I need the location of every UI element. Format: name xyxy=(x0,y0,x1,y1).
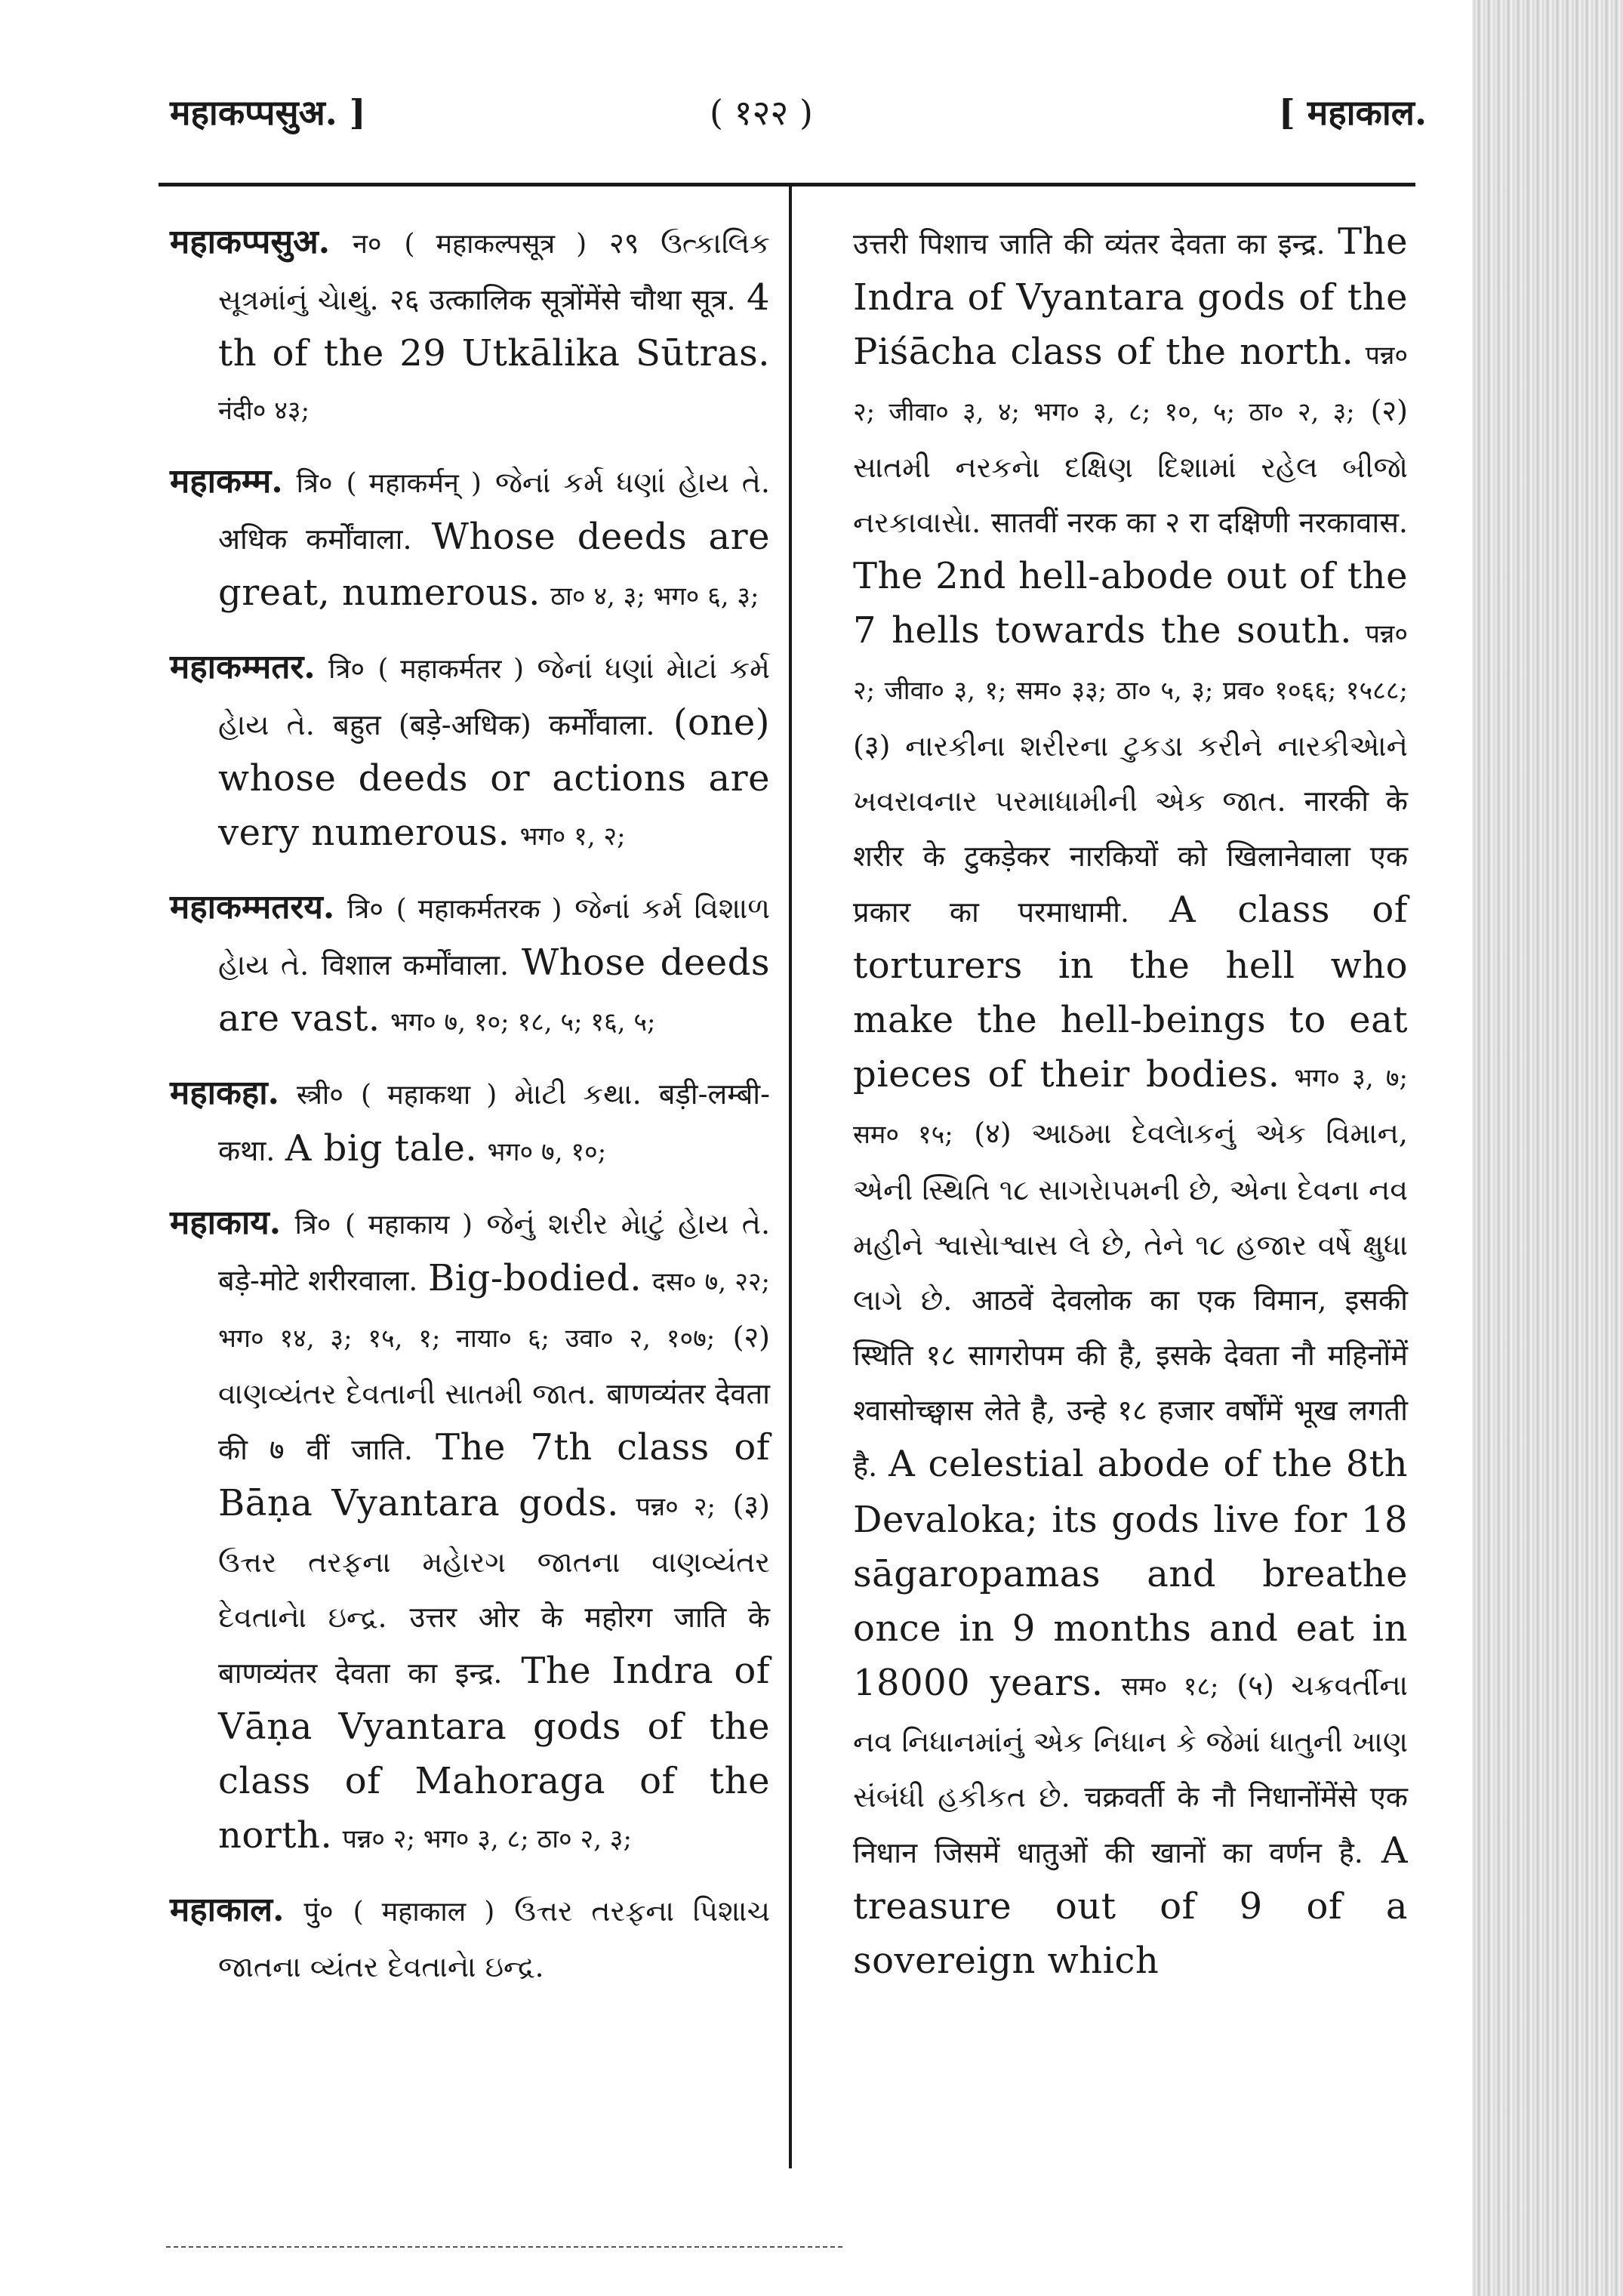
references-3: पन्न० २; भग० ३, ८; ठा० २, ३; xyxy=(342,1824,632,1854)
gujarati-meaning: જેનું શરીર મેાટું હેાય તે. xyxy=(486,1207,771,1240)
right-column xyxy=(853,215,1408,1989)
gujarati-meaning-5: (५) ચક્રવર્તીના નવ નિધાનમાંનું એક નિધાન કે જેમાં ધાતુની ખાણ સંબંધી હકીકત છે. xyxy=(853,1669,1409,1814)
hindi-meaning: विशाल कर्मोंवाला. xyxy=(321,948,510,982)
sanskrit-equivalent: ( महाकाय ) xyxy=(345,1210,473,1240)
sanskrit-equivalent: ( महाकथा ) xyxy=(361,1080,497,1111)
sanskrit-equivalent: ( महाकर्मतरक ) xyxy=(396,894,562,925)
header-last-word: [ महाकाल. xyxy=(1278,92,1427,133)
gujarati-meaning-4: (४) આઠમા દેવલેાકનું એક વિમાન, એની સ્થિતિ ૧૮ સાગરેાપમની છે, એના દેવના નવ મહીને શ્વાસેાશ્વાસ લે છે, તેને ૧૮ હજાર વર્ષે ક્ષુધા લાગે છે. xyxy=(853,1117,1408,1317)
header-first-word: महाकप्पसुअ. ] xyxy=(170,92,366,133)
sanskrit-equivalent: ( महाकर्मतर ) xyxy=(377,654,525,685)
sanskrit-equivalent: ( महाकाल ) xyxy=(353,1897,495,1928)
references-3: भग० ३, ७; सम० १५; xyxy=(853,1063,1409,1150)
part-of-speech: त्रि० xyxy=(328,654,365,685)
english-meaning: Whose deeds are vast. xyxy=(218,942,770,1040)
references: नंदी० ४३; xyxy=(218,396,310,426)
hindi-meaning: २६ उत्कालिक सूत्रोंमेंसे चौथा सूत्र. xyxy=(390,283,736,316)
hindi-meaning: उत्तरी पिशाच जाति की व्यंतर देवता का इन्द्र. xyxy=(853,227,1326,260)
part-of-speech: त्रि० xyxy=(347,894,383,925)
left-column xyxy=(170,215,770,2011)
english-meaning-2: The 2nd hell-abode out of the 7 hells towards the south. xyxy=(853,555,1408,652)
dictionary-entry xyxy=(170,880,770,1049)
references-2: पन्न० २; जीवा० ३, १; सम० ३३; ठा० ५, ३; प्रव० १०६६; १५८८; xyxy=(853,619,1408,706)
dictionary-entry xyxy=(170,1066,770,1179)
sanskrit-equivalent: ( महाकर्मन् ) xyxy=(346,468,482,499)
hindi-meaning: बहुत (बड़े-अधिक) कर्मोंवाला. xyxy=(333,708,655,741)
gujarati-meaning-3: (३) નારકીના શરીરના ટુકડા કરીને નારકીએાને ખવરાવનાર પરમાધામીની એક જાત. xyxy=(853,729,1408,818)
references: दस० ७, २२; भग० १४, ३; १५, १; नाया० ६; उवा० २, १०७; xyxy=(218,1267,771,1354)
gujarati-meaning-2: (२) સાતમી નરકનેા દક્ષિણ દિશામાં રહેલ બીજો નરકાવાસેા. xyxy=(853,394,1408,539)
gujarati-meaning: જેનાં ધણાં મેાટાં કર્મ હેાય તે. xyxy=(218,652,771,741)
english-meaning: Whose deeds are great, numerous. xyxy=(218,516,770,614)
part-of-speech: त्रि० xyxy=(296,468,333,499)
hindi-meaning-3: उत्तर ओर के महोरग जाति के बाणव्यंतर देवता का इन्द्र. xyxy=(218,1601,770,1690)
hindi-meaning-3: नारकी के शरीर के टुकड़ेकर नारकियों को खिलानेवाला एक प्रकार का परमाधामी. xyxy=(853,784,1408,929)
gujarati-meaning-2: (२) વાણવ્યંતર દેવતાની સાતમી જાત. xyxy=(218,1321,770,1410)
footer-rule xyxy=(166,2246,845,2248)
dictionary-entry xyxy=(170,215,770,438)
part-of-speech: स्त्री० xyxy=(297,1080,343,1111)
english-meaning-5: A treasure out of 9 of a sovereign which xyxy=(853,1829,1408,1982)
gujarati-meaning: જેનાં કર્મ વિશાળ હેાય તે. xyxy=(218,892,770,982)
hindi-meaning-2: सातवीं नरक का २ रा दक्षिणी नरकावास. xyxy=(991,506,1408,539)
gujarati-meaning: २९ ઉત્કાલિક સૂત્રમાંનું ચેાથું. xyxy=(218,227,770,316)
gujarati-meaning-3: (३) ઉત્તર તરફના મહેારગ જાતના વાણવ્યંતર દેવતાનેા ઇન્દ્ર. xyxy=(218,1489,770,1634)
column-divider xyxy=(789,183,792,2168)
references: भग० १, २; xyxy=(519,821,626,852)
english-meaning: 4 th of the 29 Utkālika Sūtras. xyxy=(218,276,770,374)
headword: महाकहा. xyxy=(170,1074,279,1112)
references: ठा० ४, ३; भग० ६, ३; xyxy=(550,581,759,612)
page-number: ( १२२ ) xyxy=(710,92,813,133)
headword: महाकप्पसुअ. xyxy=(170,223,331,261)
gujarati-meaning: ઉત્તર તરફના પિશાચ જાતના વ્યંતર દેવતાનેા ઇન્દ્ર. xyxy=(218,1894,771,1983)
part-of-speech: न० xyxy=(352,229,382,260)
gujarati-meaning: જેનાં કર્મ ધણાં હેાય તે. xyxy=(494,466,771,499)
headword: महाकम्म. xyxy=(170,462,283,501)
references: भग० ७, १०; १८, ५; १६, ५; xyxy=(390,1007,656,1037)
hindi-meaning: बड़े-मोटे शरीरवाला. xyxy=(218,1264,418,1297)
english-meaning: The Indra of Vyantara gods of the Piśācha class of the north. xyxy=(853,220,1408,373)
english-meaning: (one) whose deeds or actions are very numerous. xyxy=(218,701,770,854)
gujarati-meaning: મેાટી કથા. xyxy=(514,1077,642,1111)
references-4: सम० १८; xyxy=(1121,1672,1219,1702)
headword: महाकम्मतर. xyxy=(170,648,316,686)
dictionary-entry xyxy=(170,1883,770,1994)
entry-continuation xyxy=(853,215,1408,1989)
page-header xyxy=(170,79,1427,140)
references-2: पन्न० २; xyxy=(636,1492,716,1522)
references: भग० ७, १०; xyxy=(487,1137,607,1167)
sanskrit-equivalent: ( महाकल्पसूत्र ) xyxy=(404,229,587,260)
header-rule xyxy=(159,183,1415,186)
english-meaning: A big tale. xyxy=(285,1127,478,1170)
references: पन्न० २; जीवा० ३, ४; भग० ३, ८; १०, ५; ठा० २, ३; xyxy=(853,341,1409,427)
hindi-meaning-2: बाणव्यंतर देवता की ७ वीं जाति. xyxy=(218,1377,771,1466)
hindi-meaning-5: चक्रवर्ती के नौ निधानोंमेंसे एक निधान जिसमें धातुओं की खानों का वर्णन है. xyxy=(853,1780,1408,1869)
hindi-meaning: बड़ी-लम्बी-कथा. xyxy=(218,1077,770,1167)
headword: महाकाल. xyxy=(170,1891,285,1929)
part-of-speech: त्रि० xyxy=(294,1210,331,1240)
english-meaning: Big-bodied. xyxy=(428,1257,642,1299)
english-meaning-4: A celestial abode of the 8th Devaloka; its gods live for 18 sāgaropamas and breathe once in 9 months and eat in 18000 years. xyxy=(853,1443,1408,1704)
hindi-meaning-4: आठवें देवलोक का एक विमान, इसकी स्थिति १८ सागरोपम की है, इसके देवता नौ महिनोंमें श्वासोच्छ्वास लेते है, उन्हे १८ हजार वर्षोंमें भूख लगती है. xyxy=(853,1284,1408,1483)
dictionary-entry xyxy=(170,1196,770,1866)
english-meaning-3: A class of torturers in the hell who make the hell-beings to eat pieces of their bodies. xyxy=(853,889,1408,1096)
headword: महाकाय. xyxy=(170,1203,282,1242)
dictionary-entry xyxy=(170,455,770,624)
dictionary-entry xyxy=(170,640,770,864)
english-meaning-3: The Indra of Vāṇa Vyantara gods of the class of Mahoraga of the north. xyxy=(218,1650,770,1857)
english-meaning-2: The 7th class of Bāṇa Vyantara gods. xyxy=(218,1426,770,1524)
part-of-speech: पुं० xyxy=(303,1897,334,1928)
headword: महाकम्मतरय. xyxy=(170,888,335,926)
page-edge-shadow xyxy=(1472,0,1623,2296)
hindi-meaning: अधिक कर्मोंवाला. xyxy=(218,522,412,556)
